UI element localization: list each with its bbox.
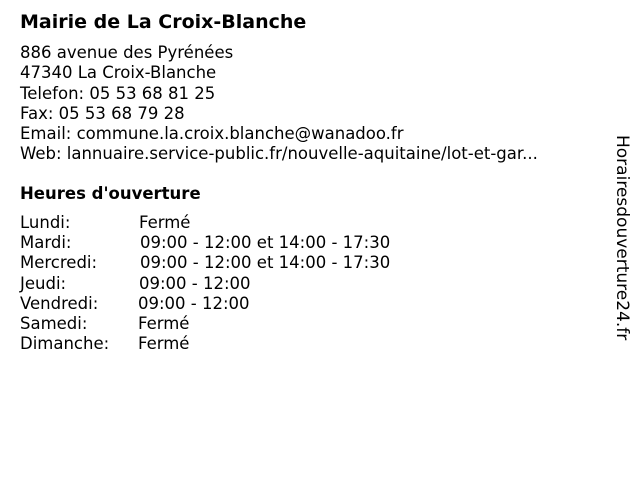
day-hours: 09:00 - 12:00	[138, 293, 250, 313]
day-hours: Fermé	[139, 213, 191, 232]
day-hours: 09:00 - 12:00 et 14:00 - 17:30	[140, 233, 391, 253]
phone-number: Telefon: 05 53 68 81 25	[20, 83, 216, 103]
day-label: Jeudi:	[20, 273, 67, 293]
page-title: Mairie de La Croix-Blanche	[20, 11, 307, 33]
opening-hours-heading: Heures d'ouverture	[20, 184, 201, 203]
day-label: Lundi:	[20, 213, 71, 232]
day-hours: Fermé	[138, 313, 190, 333]
address-city: 47340 La Croix-Blanche	[20, 63, 217, 83]
website-url: Web: lannuaire.service-public.fr/nouvelle-aquitaine/lot-et-gar...	[20, 144, 538, 164]
site-watermark: Horairesdouverture24.fr	[612, 135, 632, 341]
address-street: 886 avenue des Pyrénées	[20, 43, 234, 62]
day-hours: 09:00 - 12:00 et 14:00 - 17:30	[140, 253, 391, 273]
day-hours: Fermé	[138, 334, 190, 354]
contact-block	[20, 43, 538, 165]
email-address: Email: commune.la.croix.blanche@wanadoo.fr	[20, 124, 404, 144]
day-label: Mercredi:	[20, 253, 98, 273]
day-label: Dimanche:	[20, 334, 110, 354]
day-hours: 09:00 - 12:00	[139, 273, 251, 293]
day-label: Mardi:	[20, 233, 72, 253]
day-label: Vendredi:	[20, 293, 99, 313]
fax-number: Fax: 05 53 68 79 28	[20, 103, 185, 123]
day-label: Samedi:	[20, 313, 88, 333]
